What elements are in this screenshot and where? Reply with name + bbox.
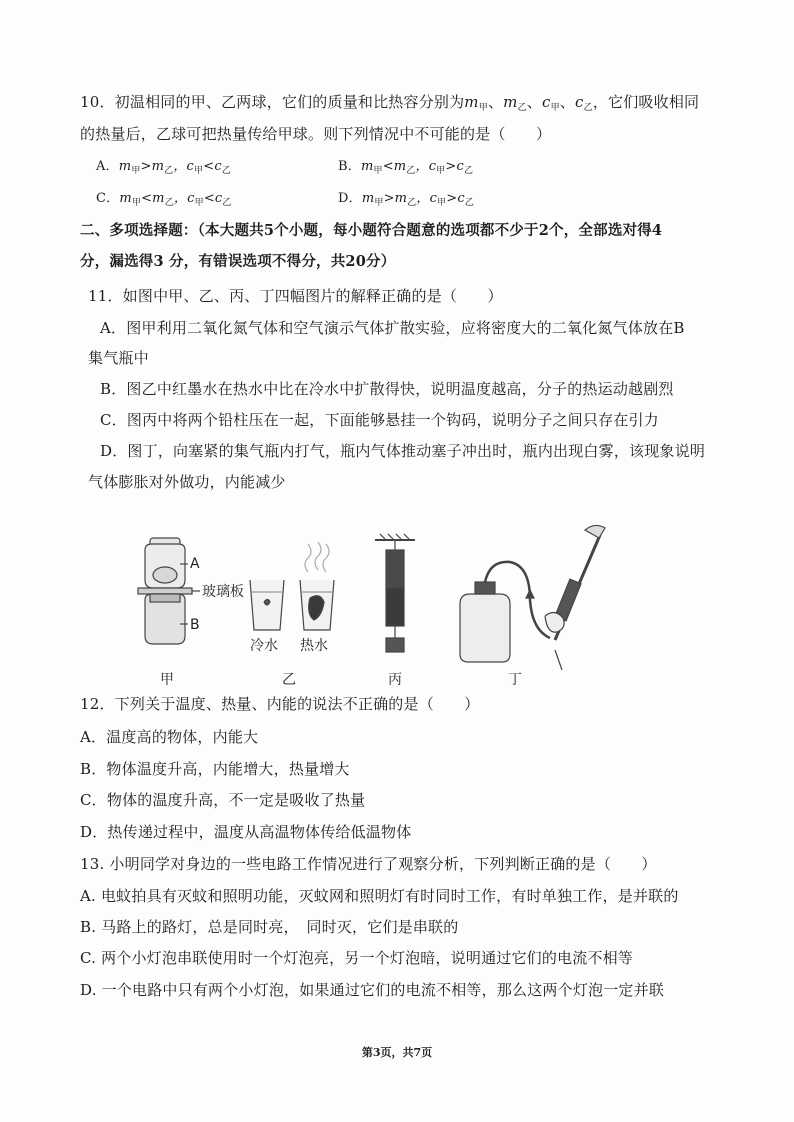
- q12-option-d[interactable]: D．热传递过程中，温度从高温物体传给低温物体: [80, 823, 412, 841]
- var: m: [464, 93, 479, 111]
- lead-cylinders: [375, 534, 415, 652]
- q10-option-a[interactable]: [96, 157, 231, 181]
- q10-option-d[interactable]: [338, 189, 474, 213]
- label-hot-water: 热水: [300, 638, 328, 654]
- var: ，c: [416, 191, 438, 206]
- var: m: [119, 191, 132, 206]
- q10-stem-line2: 的热量后，乙球可把热量传给甲球。则下列情况中不可能的是（ ）: [80, 125, 552, 143]
- var: ，c: [415, 159, 437, 174]
- var: <m: [382, 159, 407, 174]
- var: >c: [446, 191, 465, 206]
- q12-option-a[interactable]: A．温度高的物体，内能大: [80, 728, 259, 746]
- q13-option-b[interactable]: B. 马路上的路灯，总是同时亮， 同时灭，它们是串联的: [80, 918, 459, 936]
- option-label: B．: [338, 159, 361, 174]
- q10-option-c[interactable]: [96, 189, 232, 213]
- sub: 乙: [464, 166, 474, 176]
- sub: 甲: [194, 166, 204, 176]
- sub: 乙: [164, 166, 174, 176]
- label-glass-plate: 玻璃板: [202, 584, 244, 600]
- sub: 乙: [164, 198, 174, 208]
- option-label: D．: [338, 191, 362, 206]
- q13-option-d[interactable]: D. 一个电路中只有两个小灯泡，如果通过它们的电流不相等，那么这两个灯泡一定并联: [80, 981, 665, 999]
- sub: 甲: [373, 166, 383, 176]
- q13-option-c[interactable]: C. 两个小灯泡串联使用时一个灯泡亮，另一个灯泡暗，说明通过它们的电流不相等: [80, 949, 634, 967]
- sub: 乙: [222, 198, 232, 208]
- var: m: [503, 93, 518, 111]
- sub: 甲: [436, 166, 446, 176]
- q10-stem-text: 10．初温相同的甲、乙两球，它们的质量和比热容分别为: [80, 93, 465, 111]
- beakers-ink: [250, 542, 334, 630]
- var: c: [541, 93, 551, 111]
- sub: 甲: [131, 198, 142, 208]
- q10-option-b[interactable]: [338, 157, 473, 181]
- var: >c: [445, 159, 464, 174]
- section2-heading-line1: 二、多项选择题：（本大题共5个小题，每小题符合题意的选项都不少于2个，全部选对得4: [80, 222, 663, 239]
- var: >m: [383, 191, 408, 206]
- q10-stem-line1: 10．初温相同的甲、乙两球，它们的质量和比热容分别为$m_甲$、$m_乙$、$c_甲$、$c_乙$，它们吸收相同: [80, 93, 700, 113]
- var: ，c: [173, 191, 195, 206]
- var: m: [360, 159, 374, 174]
- sub: 乙: [407, 198, 417, 208]
- label-cold-water: 冷水: [250, 638, 278, 654]
- var: c: [575, 93, 584, 111]
- option-label: A．: [96, 159, 119, 174]
- sub: 乙: [583, 103, 593, 113]
- sub: 甲: [374, 198, 384, 208]
- q11-option-a-cont: 集气瓶中: [88, 349, 149, 367]
- sub: 乙: [517, 103, 527, 113]
- sub: 乙: [221, 166, 232, 176]
- q13-option-a[interactable]: A. 电蚊拍具有灭蚊和照明功能，灭蚊网和照明灯有时同时工作，有时单独工作，是并联的: [80, 887, 679, 905]
- sub: 乙: [464, 198, 475, 208]
- caption-yi: 乙: [282, 672, 296, 688]
- q11-stem: 11．如图中甲、乙、丙、丁四幅图片的解释正确的是（ ）: [88, 287, 503, 305]
- q12-stem: 12．下列关于温度、热量、内能的说法不正确的是（ ）: [80, 695, 480, 713]
- sub: 甲: [550, 103, 560, 113]
- q11-option-d[interactable]: D．图丁，向塞紧的集气瓶内打气，瓶内气体推动塞子冲出时，瓶内出现白雾，该现象说明: [100, 442, 706, 460]
- caption-bing: 丙: [388, 672, 402, 688]
- var: >m: [140, 159, 165, 174]
- sub: 甲: [194, 198, 204, 208]
- var: <c: [203, 159, 222, 174]
- q12-option-b[interactable]: B．物体温度升高，内能增大，热量增大: [80, 760, 350, 778]
- q11-option-d-cont: 气体膨胀对外做功，内能减少: [88, 473, 286, 491]
- var: m: [118, 159, 132, 174]
- label-a: A: [190, 556, 200, 572]
- q13-stem: 13. 小明同学对身边的一些电路工作情况进行了观察分析，下列判断正确的是（ ）: [80, 855, 657, 873]
- option-label: C．: [96, 191, 120, 206]
- var: ，c: [173, 159, 195, 174]
- bottle-pump: [460, 525, 605, 670]
- section2-heading-line2: 分，漏选得3 分，有错误选项不得分，共20分）: [80, 253, 396, 270]
- q11-option-a[interactable]: A．图甲利用二氧化氮气体和空气演示气体扩散实验，应将密度大的二氧化氮气体放在B: [100, 319, 685, 337]
- q12-option-c[interactable]: C．物体的温度升高，不一定是吸收了热量: [80, 791, 366, 809]
- caption-jia: 甲: [160, 672, 174, 688]
- label-b: B: [190, 617, 200, 633]
- q11-option-b[interactable]: B．图乙中红墨水在热水中比在冷水中扩散得快，说明温度越高，分子的热运动越剧烈: [100, 380, 674, 398]
- var: <m: [141, 191, 165, 206]
- q11-option-c[interactable]: C．图丙中将两个铅柱压在一起，下面能够悬挂一个钩码，说明分子之间只存在引力: [100, 411, 659, 429]
- var: m: [361, 191, 375, 206]
- sub: 甲: [131, 166, 141, 176]
- var: <c: [203, 191, 223, 206]
- q10-stem-text-end: ，它们吸收相同: [592, 93, 700, 111]
- caption-ding: 丁: [508, 672, 522, 688]
- sub: 甲: [478, 103, 488, 113]
- page-footer: 第3页，共7页: [361, 1046, 433, 1059]
- sub: 甲: [437, 198, 447, 208]
- q11-figure: [130, 520, 630, 690]
- sub: 乙: [406, 166, 416, 176]
